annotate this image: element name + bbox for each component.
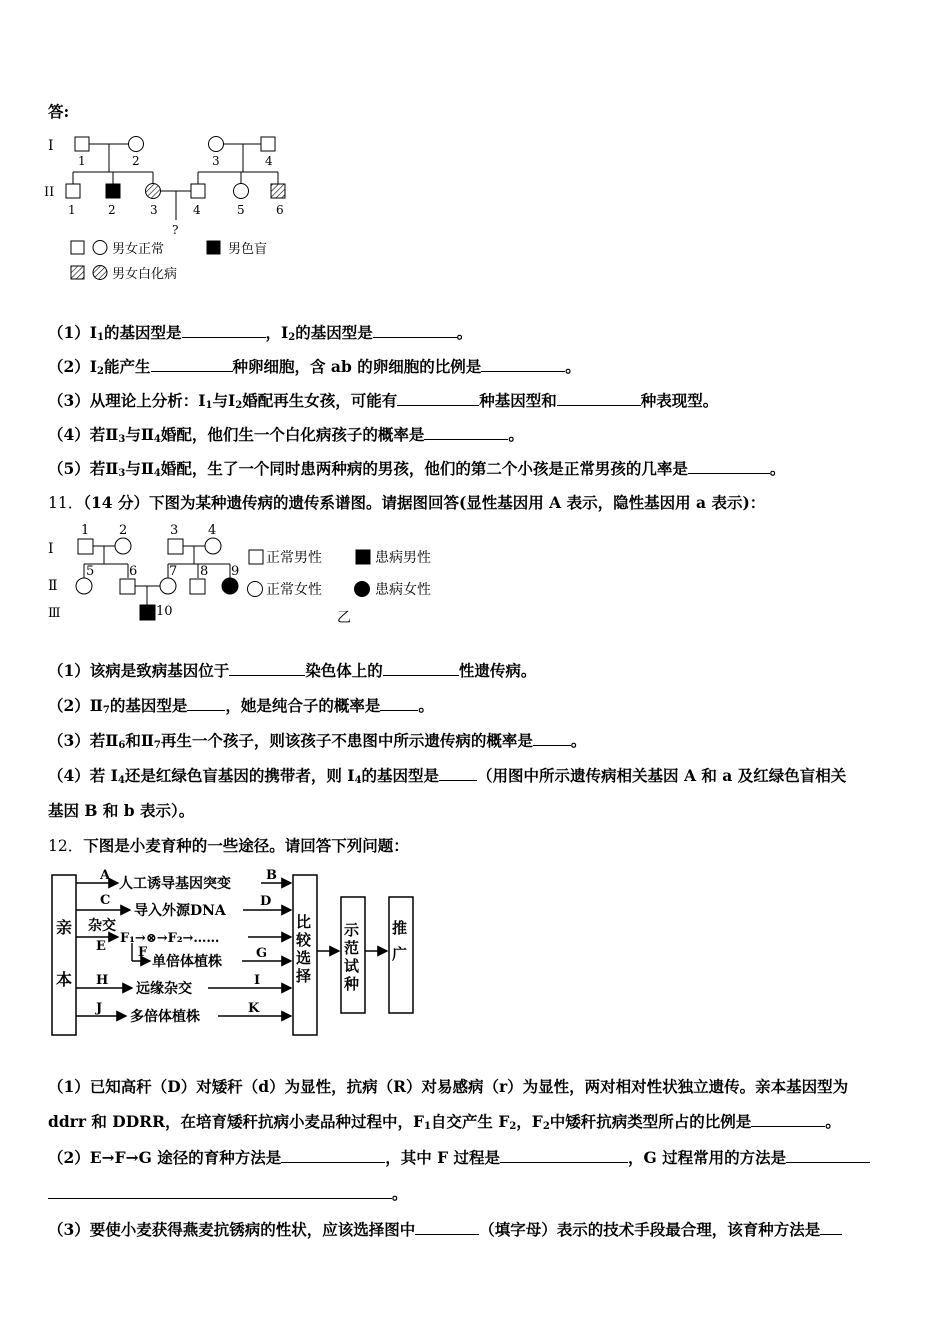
svg-text:2: 2 bbox=[119, 523, 128, 538]
svg-text:试: 试 bbox=[344, 957, 360, 975]
q12-item-1: （1）已知高秆（D）对矮秆（d）为显性，抗病（R）对易感病（r）为显性，两对相对性状独立遗传。亲本基因型为 bbox=[48, 1077, 849, 1096]
svg-text:种: 种 bbox=[344, 975, 360, 993]
answer-blank[interactable] bbox=[48, 1184, 392, 1199]
II2-color-blind-male bbox=[106, 184, 120, 198]
II5-normal-female bbox=[76, 578, 92, 594]
breeding-flow-diagram bbox=[48, 865, 428, 1043]
answer-blank[interactable] bbox=[397, 391, 479, 406]
svg-text:3: 3 bbox=[170, 523, 179, 538]
answer-blank[interactable] bbox=[281, 1148, 385, 1163]
svg-text:C: C bbox=[100, 893, 111, 908]
svg-text:2: 2 bbox=[132, 154, 140, 168]
svg-text:I: I bbox=[254, 973, 261, 988]
svg-text:D: D bbox=[260, 894, 272, 909]
I4-normal-female bbox=[205, 538, 221, 554]
q12-item-1-cont: ddrr 和 DDRR，在培育矮秆抗病小麦品种过程中，$F_1$自交产生 $F_2$，$F_2$中矮秆抗病类型所占的比例是 。 bbox=[48, 1112, 841, 1132]
II3-albino-female bbox=[146, 184, 161, 199]
svg-text:F: F bbox=[138, 945, 148, 960]
svg-text:单倍体植株: 单倍体植株 bbox=[152, 954, 222, 970]
q11-item-4: （4）若 $I_4$还是红绿色盲基因的携带者，则 $I_4$的基因型是 （用图中所示遗传病相关基因 A 和 a 及红绿色盲相关 bbox=[48, 766, 847, 786]
svg-text:本: 本 bbox=[56, 970, 73, 989]
svg-text:2: 2 bbox=[108, 203, 116, 217]
gen-I-label: I bbox=[48, 138, 54, 154]
svg-text:择: 择 bbox=[296, 967, 312, 985]
answer-blank[interactable] bbox=[820, 1220, 842, 1235]
figure-caption: 乙 bbox=[337, 610, 351, 626]
svg-text:1: 1 bbox=[68, 203, 76, 217]
q12-item-2: （2）E→F→G 途径的育种方法是 ，其中 F 过程是 ，G 过程常用的方法是 bbox=[48, 1146, 870, 1168]
svg-text:杂交: 杂交 bbox=[88, 918, 116, 934]
q11-title: 11．（14 分）下图为某种遗传病的遗传系谱图。请据图回答(显性基因用 A 表示，隐性基因用 a 表示)： bbox=[48, 493, 766, 512]
I1-normal-male bbox=[78, 539, 93, 554]
legend-affected-male: 患病男性 bbox=[375, 550, 431, 566]
svg-text:示: 示 bbox=[344, 921, 360, 939]
answer-blank[interactable] bbox=[424, 425, 508, 440]
svg-text:K: K bbox=[248, 1001, 260, 1016]
gen-II-label: II bbox=[44, 185, 55, 200]
q11-item-2: $(2)Ⅱ_7$的基因型是 ，她是纯合子的概率是 。 bbox=[48, 696, 434, 716]
II8-normal-male bbox=[190, 579, 205, 594]
svg-text:E: E bbox=[96, 939, 106, 954]
svg-text:9: 9 bbox=[231, 564, 240, 579]
svg-text:7: 7 bbox=[169, 564, 178, 579]
answer-blank[interactable] bbox=[151, 357, 233, 372]
svg-text:A: A bbox=[100, 868, 111, 883]
answer-blank[interactable] bbox=[786, 1148, 870, 1163]
II5-normal-female bbox=[234, 184, 249, 199]
svg-text:推: 推 bbox=[392, 919, 408, 937]
svg-text:远缘杂交: 远缘杂交 bbox=[136, 981, 192, 997]
svg-text:B: B bbox=[266, 868, 277, 883]
q10-item-1: $(1)Ⅰ_1$的基因型是 ，$Ⅰ_2$的基因型是 。 bbox=[48, 323, 473, 343]
II7-normal-female bbox=[160, 578, 176, 594]
answer-blank[interactable] bbox=[533, 731, 571, 746]
svg-text:4: 4 bbox=[265, 154, 273, 168]
q12-item-3: （3）要使小麦获得燕麦抗锈病的性状，应该选择图中 （填字母）表示的技术手段最合理，该育种方法是 bbox=[48, 1218, 842, 1240]
svg-text:6: 6 bbox=[276, 203, 284, 217]
unknown-child-mark: ? bbox=[172, 223, 179, 237]
svg-text:4: 4 bbox=[208, 523, 217, 538]
legend-normal-female: 正常女性 bbox=[266, 582, 322, 598]
I2-normal-female bbox=[129, 137, 144, 152]
legend-albinism: 男女白化病 bbox=[112, 267, 178, 282]
answer-blank[interactable] bbox=[182, 323, 266, 338]
answer-label: 答: bbox=[48, 102, 70, 121]
answer-blank[interactable] bbox=[557, 391, 641, 406]
svg-text:多倍体植株: 多倍体植株 bbox=[130, 1009, 200, 1025]
svg-text:比: 比 bbox=[296, 913, 312, 931]
II6-normal-male bbox=[120, 579, 135, 594]
svg-text:G: G bbox=[256, 946, 268, 961]
I1-normal-male bbox=[75, 137, 89, 151]
I4-normal-male bbox=[261, 137, 275, 151]
legend-normal-male: 正常男性 bbox=[266, 550, 322, 566]
svg-text:8: 8 bbox=[200, 564, 209, 579]
answer-blank[interactable] bbox=[481, 357, 565, 372]
q10-item-4: （4）若$Ⅱ_3$与$Ⅱ_4$婚配，他们生一个白化病孩子的概率是 。 bbox=[48, 425, 524, 445]
II9-affected-female bbox=[222, 578, 238, 594]
svg-text:Ⅲ: Ⅲ bbox=[48, 606, 61, 621]
II4-normal-male bbox=[191, 184, 205, 198]
answer-blank[interactable] bbox=[373, 323, 457, 338]
svg-text:3: 3 bbox=[150, 203, 158, 217]
pedigree-chart-1 bbox=[40, 128, 320, 286]
svg-text:导入外源DNA: 导入外源DNA bbox=[134, 903, 226, 919]
svg-text:亲: 亲 bbox=[56, 918, 73, 937]
pedigree-chart-2 bbox=[44, 518, 454, 630]
svg-text:H: H bbox=[96, 973, 109, 988]
svg-text:4: 4 bbox=[193, 203, 201, 217]
legend-color-blind: 男色盲 bbox=[228, 242, 268, 257]
II6-albino-male bbox=[271, 184, 285, 198]
svg-text:5: 5 bbox=[86, 564, 95, 579]
III10-affected-male bbox=[140, 605, 155, 620]
answer-blank[interactable] bbox=[415, 1220, 479, 1235]
q10-item-2: $(2)Ⅰ_2$能产生 种卵细胞，含 ab 的卵细胞的比例是 。 bbox=[48, 357, 581, 377]
svg-text:10: 10 bbox=[156, 604, 173, 619]
answer-blank[interactable] bbox=[751, 1112, 825, 1127]
svg-text:1: 1 bbox=[78, 154, 86, 168]
svg-text:1: 1 bbox=[81, 523, 90, 538]
answer-blank[interactable] bbox=[688, 459, 770, 474]
svg-text:广: 广 bbox=[392, 945, 408, 963]
answer-blank[interactable] bbox=[187, 696, 225, 711]
svg-text:范: 范 bbox=[344, 939, 360, 957]
svg-text:F₁→⊗→F₂→……: F₁→⊗→F₂→…… bbox=[120, 931, 220, 946]
II1-normal-male bbox=[66, 184, 80, 198]
svg-text:选: 选 bbox=[296, 949, 312, 967]
q12-item-2-cont: 。 bbox=[48, 1182, 408, 1204]
svg-text:J: J bbox=[96, 1001, 103, 1016]
svg-text:6: 6 bbox=[129, 564, 138, 579]
I3-normal-female bbox=[209, 137, 224, 152]
svg-text:Ⅱ: Ⅱ bbox=[48, 578, 58, 594]
legend-affected-female: 患病女性 bbox=[375, 582, 431, 598]
svg-text:较: 较 bbox=[296, 931, 312, 949]
svg-text:3: 3 bbox=[212, 154, 220, 168]
q12-title: 12．下图是小麦育种的一些途径。请回答下列问题： bbox=[48, 836, 409, 855]
answer-blank[interactable] bbox=[383, 661, 459, 676]
q11-item-1: （1）该病是致病基因位于 染色体上的 性遗传病。 bbox=[48, 661, 537, 680]
legend-normal: 男女正常 bbox=[112, 242, 165, 257]
answer-blank[interactable] bbox=[380, 696, 418, 711]
q11-item-4-cont: 基因 B 和 b 表示）。 bbox=[48, 801, 195, 820]
I3-normal-male bbox=[168, 539, 183, 554]
q10-item-5: （5）若$Ⅱ_3$与$Ⅱ_4$婚配，生了一个同时患两种病的男孩，他们的第二个小孩是正常男孩的几率是 。 bbox=[48, 459, 786, 479]
answer-blank[interactable] bbox=[500, 1148, 628, 1163]
I2-normal-female bbox=[115, 538, 131, 554]
q11-item-3: （3）若$Ⅱ_6$和$Ⅱ_7$再生一个孩子，则该孩子不患图中所示遗传病的概率是 。 bbox=[48, 731, 587, 751]
svg-text:人工诱导基因突变: 人工诱导基因突变 bbox=[119, 876, 231, 892]
answer-blank[interactable] bbox=[229, 661, 305, 676]
svg-text:5: 5 bbox=[237, 203, 245, 217]
answer-blank[interactable] bbox=[439, 766, 477, 781]
q10-item-3: （3）从理论上分析：$Ⅰ_1$与$Ⅰ_2$婚配再生女孩，可能有 种基因型和 种表现型。 bbox=[48, 391, 719, 411]
svg-text:Ⅰ: Ⅰ bbox=[48, 541, 54, 557]
